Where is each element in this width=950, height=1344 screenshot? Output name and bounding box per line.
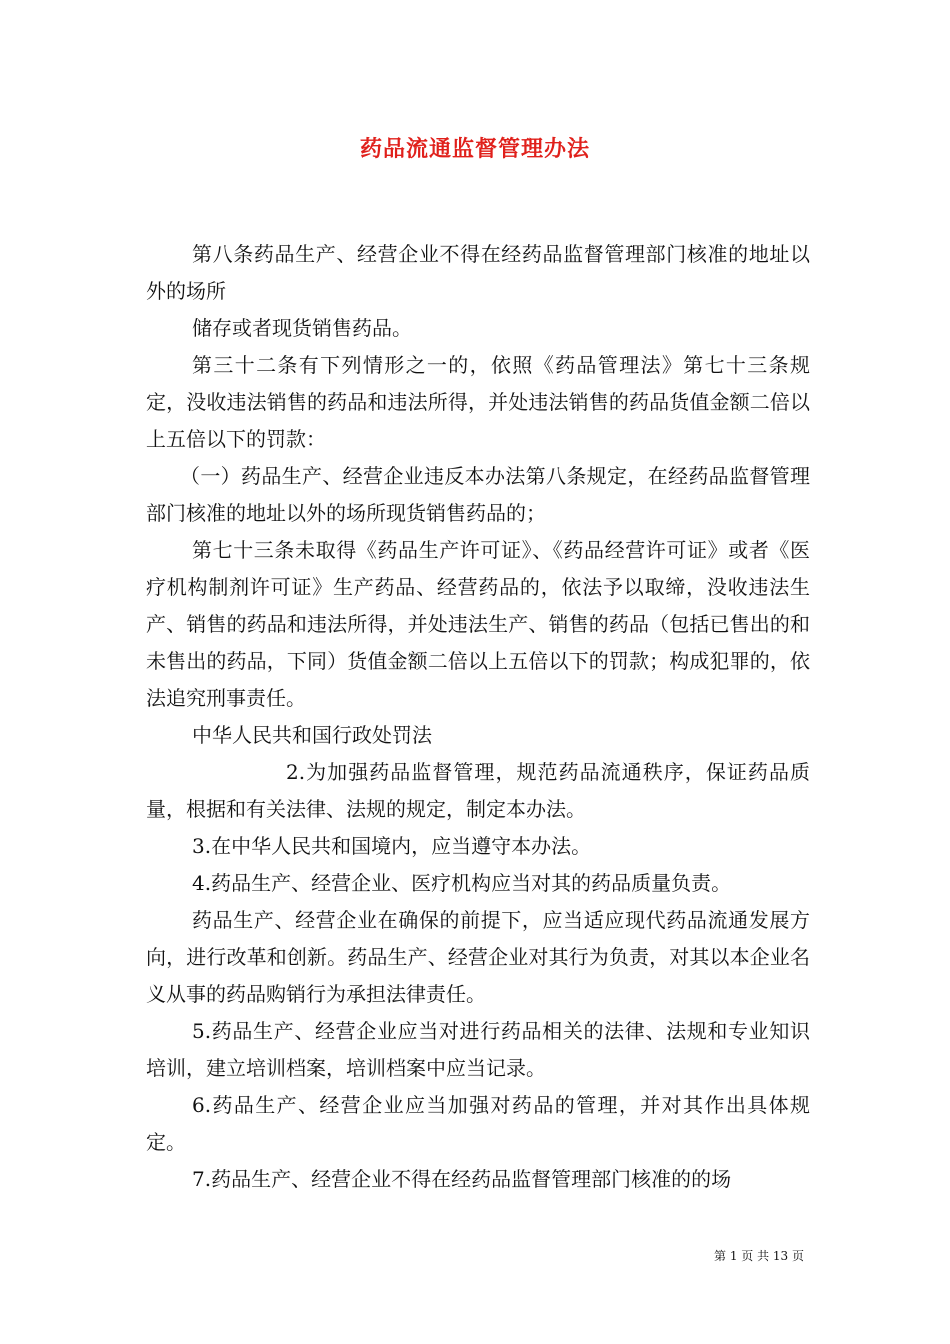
paragraph: 中华人民共和国行政处罚法 bbox=[192, 723, 432, 747]
paragraph: 药品生产、经营企业在确保的前提下，应当适应现代药品流通发展方向，进行改革和创新。药品生产、经营企业对其行为负责，对其以本企业名义从事的药品购销行为承担法律责任。 bbox=[146, 908, 810, 1006]
paragraph: 2.为加强药品监督管理，规范药品流通秩序，保证药品质量，根据和有关法律、法规的规定，制定本办法。 bbox=[146, 760, 810, 821]
paragraph: （一）药品生产、经营企业违反本办法第八条规定，在经药品监督管理部门核准的地址以外的场所现货销售药品的； bbox=[146, 464, 810, 525]
page-number-footer: 第 1 页 共 13 页 bbox=[714, 1249, 804, 1263]
document-title: 药品流通监督管理办法 bbox=[359, 136, 590, 162]
paragraph: 第三十二条有下列情形之一的，依照《药品管理法》第七十三条规定，没收违法销售的药品和违法所得，并处违法销售的药品货值金额二倍以上五倍以下的罚款： bbox=[146, 353, 810, 451]
paragraph: 3.在中华人民共和国境内，应当遵守本办法。 bbox=[192, 834, 592, 858]
paragraph: 4.药品生产、经营企业、医疗机构应当对其的药品质量负责。 bbox=[192, 871, 732, 895]
paragraph: 7.药品生产、经营企业不得在经药品监督管理部门核准的的场 bbox=[192, 1167, 732, 1191]
paragraph: 储存或者现货销售药品。 bbox=[192, 316, 412, 340]
paragraph: 6.药品生产、经营企业应当加强对药品的管理，并对其作出具体规定。 bbox=[146, 1093, 810, 1154]
paragraph: 5.药品生产、经营企业应当对进行药品相关的法律、法规和专业知识培训，建立培训档案，培训档案中应当记录。 bbox=[146, 1019, 810, 1080]
paragraph: 第七十三条未取得《药品生产许可证》、《药品经营许可证》或者《医疗机构制剂许可证》生产药品、经营药品的，依法予以取缔，没收违法生产、销售的药品和违法所得，并处违法生产、销售的药品（包括已售出的和未售出的药品，下同）货值金额二倍以上五倍以下的罚款；构成犯罪的，依法追究刑事责任。 bbox=[146, 538, 810, 710]
paragraph: 第八条药品生产、经营企业不得在经药品监督管理部门核准的地址以外的场所 bbox=[146, 242, 810, 303]
document-body bbox=[146, 236, 810, 1198]
